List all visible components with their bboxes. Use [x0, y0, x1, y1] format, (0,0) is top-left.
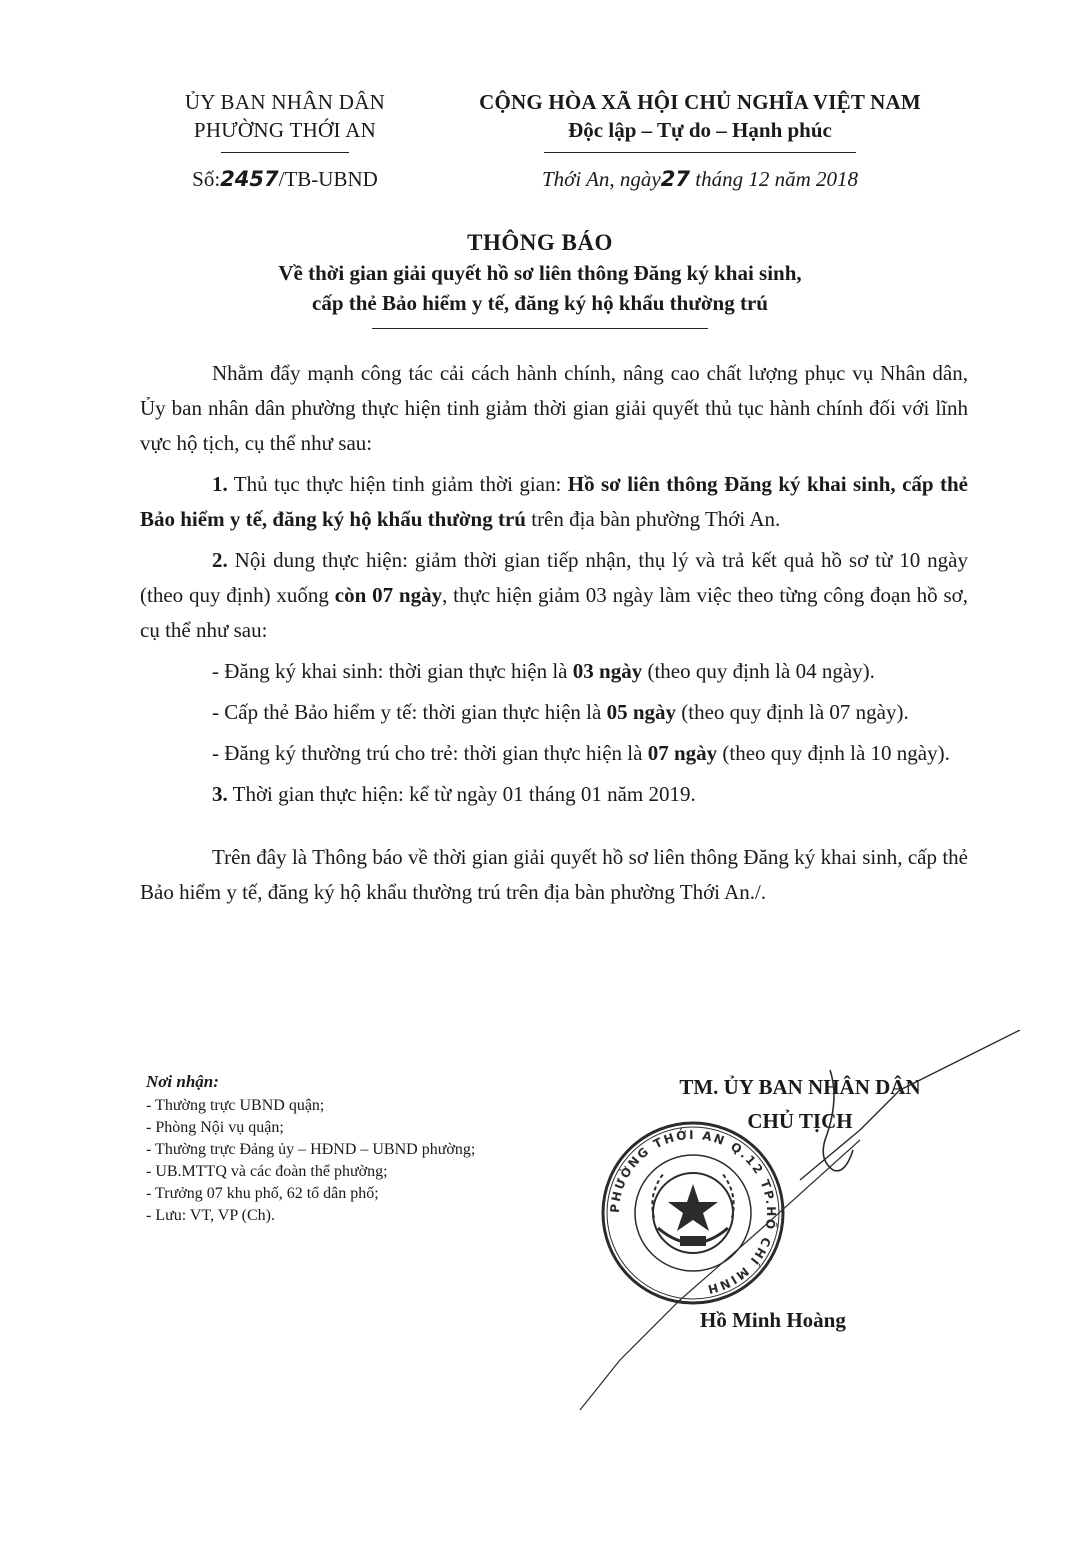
seal-ring-text: PHƯỜNG THỚI AN Q.12 TP.HỒ CHÍ MINH: [607, 1127, 779, 1297]
authority-line2: PHƯỜNG THỚI AN: [193, 118, 377, 142]
recipient-item: - Lưu: VT, VP (Ch).: [146, 1207, 275, 1224]
date-day-handwritten: 27: [660, 167, 690, 191]
authority-line1: ỦY BAN NHÂN DÂN: [184, 90, 386, 114]
item-1-tail: trên địa bàn phường Thới An.: [525, 507, 781, 531]
recipients-block: [146, 1071, 566, 1227]
item-3: [140, 777, 968, 812]
date-place: Thới An, ngày: [542, 167, 661, 191]
bullet-1-tail: (theo quy định là 04 ngày).: [642, 659, 875, 683]
signature-title: TM. ỦY BAN NHÂN DÂN: [679, 1075, 921, 1099]
signer-name: Hồ Minh Hoàng: [700, 1308, 846, 1332]
item-2-text: Nội dung thực hiện: giảm thời gian tiếp nhận, thụ lý và trả kết quả hồ sơ từ 10 ngày (theo quy định) xuống: [140, 548, 968, 607]
recipient-item: - Phòng Nội vụ quận;: [146, 1119, 284, 1136]
national-header-block: [462, 88, 938, 192]
number-prefix: Số:: [192, 167, 221, 191]
document-title-block: [0, 228, 1080, 329]
item-3-text: Thời gian thực hiện: kể từ ngày 01 tháng 01 năm 2019.: [227, 782, 696, 806]
item-1-number: 1.: [212, 472, 228, 496]
item-1-text: Thủ tục thực hiện tinh giảm thời gian:: [227, 472, 568, 496]
number-handwritten: 2457: [220, 167, 279, 191]
recipients-heading: Nơi nhận:: [146, 1072, 219, 1091]
document-body: [140, 356, 968, 916]
motto-underline: [544, 152, 856, 153]
recipient-item: - Thường trực Đảng ủy – HĐND – UBND phường;: [146, 1141, 476, 1158]
number-suffix: /TB-UBND: [278, 167, 378, 191]
document-type: THÔNG BÁO: [467, 230, 613, 255]
bullet-3-tail: (theo quy định là 10 ngày).: [717, 741, 950, 765]
item-2-tail: , thực hiện giảm 03 ngày làm việc theo từng công đoạn hồ sơ, cụ thể như sau:: [140, 583, 969, 642]
bullet-birth-registration: [140, 654, 968, 689]
national-title: CỘNG HÒA XÃ HỘI CHỦ NGHĨA VIỆT NAM: [479, 90, 921, 114]
bullet-2-tail: (theo quy định là 07 ngày).: [676, 700, 909, 724]
date-rest: tháng 12 năm 2018: [695, 167, 858, 191]
item-2-number: 2.: [212, 548, 228, 572]
document-number: [130, 167, 440, 192]
recipient-item: - UB.MTTQ và các đoàn thể phường;: [146, 1163, 388, 1180]
subject-line2: cấp thẻ Bảo hiểm y tế, đăng ký hộ khẩu thường trú: [312, 291, 768, 315]
bullet-3-bold: 07 ngày: [647, 741, 718, 765]
item-1: [140, 467, 968, 537]
authority-underline: [221, 152, 349, 153]
bullet-2-bold: 05 ngày: [606, 700, 676, 724]
item-2-bold: còn 07 ngày: [334, 583, 443, 607]
bullet-3-text: - Đăng ký thường trú cho trẻ: thời gian thực hiện là: [212, 741, 648, 765]
document-date: [462, 167, 938, 192]
item-3-number: 3.: [212, 782, 228, 806]
title-underline: [372, 328, 708, 329]
bullet-1-text: - Đăng ký khai sinh: thời gian thực hiện là: [212, 659, 573, 683]
bullet-health-insurance: [140, 695, 968, 730]
intro-paragraph: Nhằm đẩy mạnh công tác cải cách hành chính, nâng cao chất lượng phục vụ Nhân dân, Ủy ban nhân dân phường thực hiện tinh giảm thời gian giải quyết thủ tục hành chính đối với lĩnh vực hộ tịch, cụ thể như sau:: [140, 361, 968, 455]
item-1-bold: Hồ sơ liên thông Đăng ký khai sinh, cấp thẻ Bảo hiểm y tế, đăng ký hộ khẩu thường trú: [140, 472, 969, 531]
item-2: [140, 543, 968, 648]
official-seal: [598, 1118, 788, 1308]
recipient-item: - Thường trực UBND quận;: [146, 1097, 325, 1114]
closing-paragraph: Trên đây là Thông báo về thời gian giải quyết hồ sơ liên thông Đăng ký khai sinh, cấp thẻ Bảo hiểm y tế, đăng ký hộ khẩu thường trú trên địa bàn phường Thới An./.: [140, 845, 968, 904]
issuing-authority-block: [130, 88, 440, 192]
signature-position: CHỦ TỊCH: [747, 1109, 853, 1133]
recipient-item: - Trưởng 07 khu phố, 62 tổ dân phố;: [146, 1185, 379, 1202]
subject-line1: Về thời gian giải quyết hồ sơ liên thông Đăng ký khai sinh,: [278, 261, 802, 285]
national-motto: Độc lập – Tự do – Hạnh phúc: [568, 118, 832, 142]
bullet-residence-registration: [140, 736, 968, 771]
bullet-1-bold: 03 ngày: [572, 659, 643, 683]
bullet-2-text: - Cấp thẻ Bảo hiểm y tế: thời gian thực hiện là: [212, 700, 607, 724]
